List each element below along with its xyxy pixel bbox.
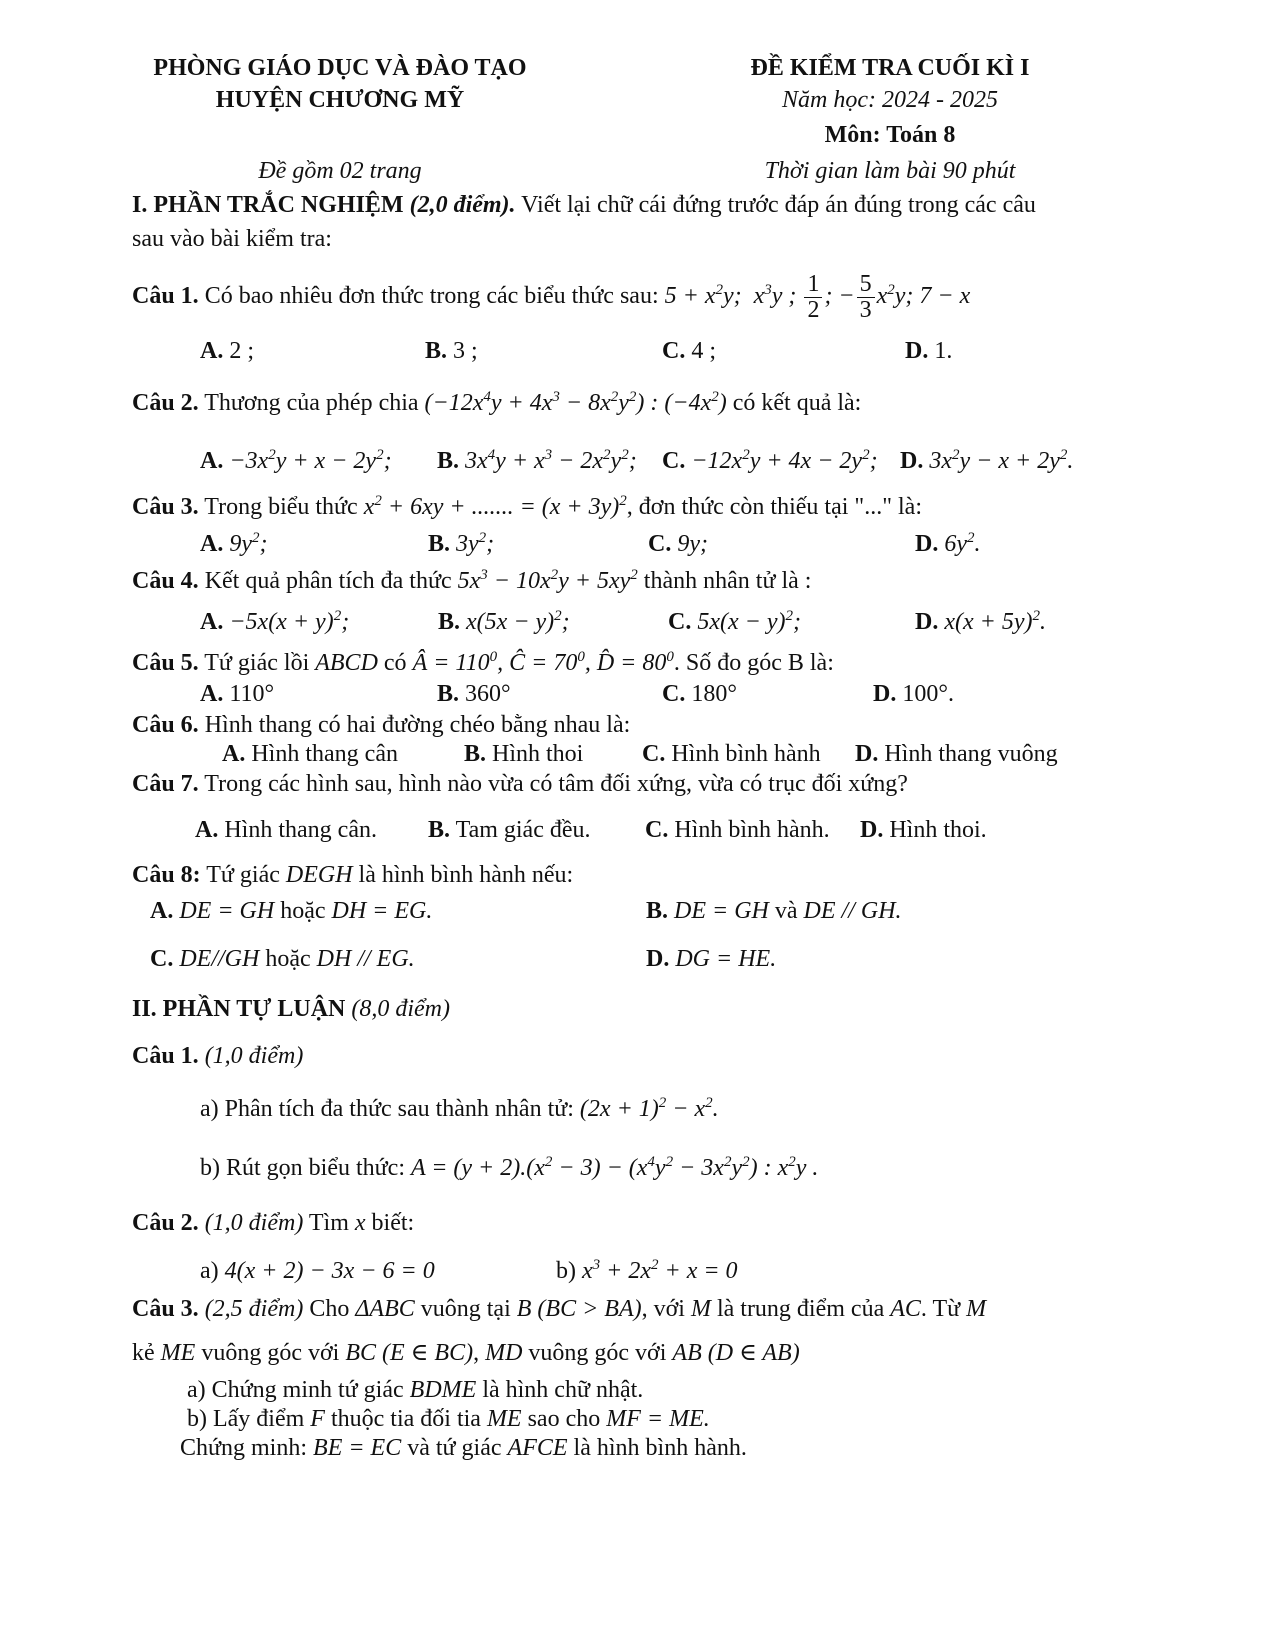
math-expression: $(2x + 1)^2 - x^2$.	[579, 1095, 719, 1122]
option-text: 1.	[934, 338, 953, 364]
option-math: DH // EG.	[316, 946, 415, 972]
option-letter: A.	[222, 741, 246, 767]
question-5: Câu 5. Tứ giác lồi ABCD có Â = $110^0$, Ĉ = $70^0$, D̂ = $80^0$. Số đo góc B là:	[132, 649, 834, 676]
text: là hình bình hành.	[567, 1435, 747, 1461]
q7-option-a[interactable]	[195, 817, 377, 844]
math-angles: Â = $110^0$, Ĉ = $70^0$, D̂ = $80^0$	[412, 649, 674, 676]
option-letter: B.	[425, 338, 448, 364]
math: ME	[486, 1406, 522, 1432]
option-math: $3x^2y - x + 2y^2$.	[929, 447, 1074, 474]
header-department: PHÒNG GIÁO DỤC VÀ ĐÀO TẠO	[153, 55, 527, 81]
math: M	[966, 1296, 987, 1322]
math-expression: $A = (y + 2).(x^2 - 3) - (x^4y^2 - 3x^2y^2)$ : $x^2y$ .	[410, 1154, 819, 1181]
option-letter: A.	[200, 338, 224, 364]
math: BE = EC	[313, 1435, 402, 1461]
math-expression: DEGH	[285, 862, 353, 888]
question-label: Câu 1.	[132, 1043, 199, 1069]
option-math: DE//GH	[179, 946, 260, 972]
q4-option-b[interactable]	[438, 609, 570, 636]
option-letter: A.	[200, 448, 224, 474]
essay-question-3	[132, 1296, 986, 1324]
question-text: Thương của phép chia	[198, 390, 425, 416]
option-text: 110°	[229, 681, 275, 707]
essay-q3-line-2	[132, 1340, 800, 1368]
question-text: Tứ giác lồi	[198, 650, 316, 676]
math: M	[690, 1296, 711, 1322]
question-3	[132, 494, 922, 522]
q2-option-a[interactable]	[200, 448, 392, 475]
question-text: Có bao nhiêu đơn thức trong các biểu thức sau:	[198, 283, 665, 310]
option-letter: A.	[195, 817, 219, 843]
q6-option-a[interactable]	[222, 741, 398, 768]
option-text: 2 ;	[229, 338, 255, 364]
part1-score: (2,0 điểm).	[409, 192, 516, 218]
text: a) Chứng minh tứ giác	[187, 1377, 410, 1403]
option-text: Hình bình hành	[665, 741, 821, 767]
q3-option-a[interactable]	[200, 531, 268, 558]
text: sao cho	[521, 1406, 607, 1432]
header-time-note: Thời gian làm bài 90 phút	[764, 158, 1016, 184]
question-text-after: có kết quả là:	[726, 390, 862, 416]
text: kẻ	[132, 1340, 161, 1366]
question-label: Câu 7.	[132, 771, 199, 797]
question-label: Câu 5.	[132, 650, 199, 676]
question-8	[132, 862, 573, 890]
q1-option-d[interactable]	[905, 338, 952, 365]
option-letter: B.	[428, 531, 451, 557]
option-letter: C.	[662, 681, 686, 707]
math-expression: $5x^3 - 10x^2y + 5xy^2$	[457, 567, 638, 594]
question-1	[132, 272, 970, 323]
option-letter: C.	[668, 609, 692, 635]
question-text: Tứ giác	[200, 862, 286, 888]
text: . Từ	[920, 1296, 967, 1322]
option-math: $-12x^2y + 4x - 2y^2$;	[691, 447, 878, 474]
part2-title-line	[132, 996, 450, 1024]
math-expression: 4(x + 2) − 3x − 6 = 0	[224, 1258, 435, 1284]
part2-score: (8,0 điểm)	[351, 996, 450, 1022]
option-text: Tam giác đều.	[450, 817, 591, 843]
q3-option-c[interactable]	[648, 531, 708, 558]
text: , với	[641, 1296, 691, 1322]
option-math: $3y^2$;	[456, 530, 495, 557]
option-text: 180°	[691, 681, 737, 707]
option-math: $5x(x - y)^2$;	[697, 608, 801, 635]
q3-option-b[interactable]	[428, 531, 494, 558]
essay-question-2	[132, 1210, 414, 1238]
q8-option-a[interactable]	[150, 898, 432, 925]
math-expression: $5 + x^2y$; $x^3y$ ; $\frac{1}{2}$ ; − $\frac{5}{3}$ $x^2y$; 7 − x	[664, 271, 971, 324]
question-text-after: biết:	[365, 1210, 415, 1236]
q7-option-b[interactable]	[428, 817, 591, 844]
q8-option-b[interactable]	[646, 898, 902, 925]
text: là trung điểm của	[710, 1296, 891, 1322]
header-district: HUYỆN CHƯƠNG MỸ	[215, 87, 465, 113]
option-math: $3x^4y + x^3 - 2x^2y^2$;	[465, 447, 637, 474]
header-pages-note: Đề gồm 02 trang	[258, 158, 422, 184]
q8-option-c[interactable]	[150, 946, 415, 973]
option-math: DE = GH	[674, 898, 769, 924]
part1-instruction-1: Viết lại chữ cái đứng trước đáp án đúng trong các câu	[515, 192, 1036, 218]
option-letter: B.	[437, 681, 460, 707]
text: Cho	[303, 1296, 356, 1322]
option-math: DG = HE.	[675, 946, 777, 972]
question-label: Câu 4.	[132, 568, 199, 594]
q6-option-c[interactable]	[642, 741, 821, 768]
essay-q1-part-a	[200, 1096, 719, 1124]
header-subject: Môn: Toán 8	[824, 122, 956, 148]
question-label: Câu 1.	[132, 283, 199, 310]
question-text: Hình thang có hai đường chéo bằng nhau là:	[198, 712, 631, 738]
question-text: Tìm	[303, 1210, 355, 1236]
option-letter: D.	[900, 448, 924, 474]
text: b) Lấy điểm	[187, 1406, 311, 1432]
question-text: Kết quả phân tích đa thức	[198, 568, 458, 594]
q2-option-c[interactable]	[662, 448, 878, 475]
q1-option-a[interactable]	[200, 338, 254, 365]
question-6	[132, 712, 630, 740]
option-text: 360°	[465, 681, 511, 707]
essay-q2-part-a	[200, 1258, 435, 1286]
text: là hình chữ nhật.	[476, 1377, 644, 1403]
option-letter: A.	[200, 531, 224, 557]
text: ,	[473, 1340, 486, 1366]
part1-title-line	[132, 192, 1036, 220]
math: B (BC > BA)	[516, 1296, 642, 1322]
math: ME	[160, 1340, 196, 1366]
option-math: $6y^2$.	[944, 530, 981, 557]
option-letter: C.	[642, 741, 666, 767]
option-text: Hình thang vuông	[878, 741, 1058, 767]
question-text: Trong biểu thức	[198, 494, 364, 520]
option-letter: C.	[645, 817, 669, 843]
essay-q3-part-b-proof	[180, 1435, 747, 1463]
question-score: (1,0 điểm)	[198, 1210, 304, 1236]
option-letter: C.	[150, 946, 174, 972]
option-letter: B.	[464, 741, 487, 767]
option-math: $-3x^2y + x - 2y^2$;	[229, 447, 392, 474]
text: vuông góc với	[522, 1340, 673, 1366]
q5-option-d[interactable]	[873, 681, 954, 708]
question-text-after: thành nhân tử là :	[637, 568, 812, 594]
part2-title: II. PHẦN TỰ LUẬN	[132, 996, 346, 1022]
question-4	[132, 568, 811, 596]
math: AB (D ∈ AB)	[672, 1340, 800, 1366]
q5-option-b[interactable]	[437, 681, 511, 708]
math: F	[310, 1406, 325, 1432]
option-word: và	[774, 898, 798, 924]
header-exam-title: ĐỀ KIỂM TRA CUỐI KÌ I	[750, 55, 1030, 81]
essay-q3-part-a	[187, 1377, 643, 1405]
q4-option-d[interactable]	[915, 609, 1046, 636]
option-letter: D.	[860, 817, 884, 843]
question-label: Câu 3.	[132, 1296, 199, 1322]
option-text: 4 ;	[691, 338, 717, 364]
question-text-after: . Số đo góc B là:	[673, 650, 834, 676]
option-letter: D.	[646, 946, 670, 972]
option-text: 3 ;	[453, 338, 478, 364]
math: MD	[485, 1340, 523, 1366]
option-letter: D.	[873, 681, 897, 707]
q5-option-a[interactable]	[200, 681, 274, 708]
option-math: DE = GH	[179, 898, 275, 924]
question-label: Câu 2.	[132, 390, 199, 416]
q5-option-c[interactable]	[662, 681, 737, 708]
option-text: Hình thoi	[486, 741, 584, 767]
option-letter: A.	[150, 898, 174, 924]
essay-question-1	[132, 1043, 303, 1071]
option-math: DH = EG.	[331, 898, 433, 924]
math: AFCE	[507, 1435, 568, 1461]
option-letter: D.	[905, 338, 929, 364]
question-score: (2,5 điểm)	[198, 1296, 304, 1322]
option-text: Hình thang cân.	[218, 817, 377, 843]
q6-option-b[interactable]	[464, 741, 583, 768]
q8-option-d[interactable]	[646, 946, 776, 973]
option-letter: B.	[428, 817, 451, 843]
q4-option-a[interactable]	[200, 609, 349, 636]
text: vuông góc với	[195, 1340, 346, 1366]
q1-option-c[interactable]	[662, 338, 716, 365]
option-letter: A.	[200, 681, 224, 707]
question-text-after: , đơn thức còn thiếu tại "..." là:	[626, 494, 922, 520]
question-7	[132, 771, 908, 799]
option-word: hoặc	[280, 898, 326, 924]
q2-option-b[interactable]	[437, 448, 637, 475]
option-math: $x(5x - y)^2$;	[466, 608, 570, 635]
option-letter: C.	[662, 338, 686, 364]
math-expression: $x^3 + 2x^2 + x = 0$	[582, 1257, 738, 1284]
question-label: Câu 6.	[132, 712, 199, 738]
option-letter: A.	[200, 609, 224, 635]
math: BDME	[409, 1377, 477, 1403]
part-text: b)	[556, 1258, 582, 1284]
question-text: Trong các hình sau, hình nào vừa có tâm đối xứng, vừa có trục đối xứng?	[198, 771, 908, 797]
question-label: Câu 3.	[132, 494, 199, 520]
text: và tứ giác	[401, 1435, 508, 1461]
option-text: Hình bình hành.	[668, 817, 830, 843]
math: MF = ME.	[606, 1406, 710, 1432]
math: ΔABC	[355, 1296, 415, 1322]
q3-option-d[interactable]	[915, 531, 981, 558]
option-letter: D.	[855, 741, 879, 767]
question-score: (1,0 điểm)	[198, 1043, 304, 1069]
option-letter: B.	[438, 609, 461, 635]
text: thuộc tia đối tia	[324, 1406, 487, 1432]
part-text: a) Phân tích đa thức sau thành nhân tử:	[200, 1096, 580, 1122]
option-math: $-5x(x + y)^2$;	[229, 608, 350, 635]
option-text: Hình thang cân	[245, 741, 398, 767]
header-school-year: Năm học: 2024 - 2025	[782, 87, 998, 113]
part1-instruction-2: sau vào bài kiểm tra:	[132, 226, 332, 252]
option-math: DE // GH.	[803, 898, 902, 924]
option-text: Hình thoi.	[883, 817, 987, 843]
part1-title: I. PHẦN TRẮC NGHIỆM	[132, 192, 404, 218]
math-variable: x	[354, 1210, 366, 1236]
part-text: a)	[200, 1258, 225, 1284]
q7-option-d[interactable]	[860, 817, 987, 844]
math-expression: ABCD	[315, 650, 378, 676]
text: Chứng minh:	[180, 1435, 314, 1461]
question-label: Câu 8:	[132, 862, 201, 888]
option-letter: B.	[646, 898, 669, 924]
option-letter: C.	[648, 531, 672, 557]
text: vuông tại	[414, 1296, 517, 1322]
q2-option-d[interactable]	[900, 448, 1073, 475]
math: AC	[890, 1296, 921, 1322]
essay-q3-part-b	[187, 1406, 710, 1434]
question-text-after: là hình bình hành nếu:	[352, 862, 574, 888]
option-math: $9y^2$;	[229, 530, 268, 557]
essay-q1-part-b	[200, 1155, 818, 1183]
math-expression: $(-12x^4y + 4x^3 - 8x^2y^2)$ : $(-4x^2)$	[424, 389, 727, 416]
math-expression: $x^2 + 6xy$ + ....... = $(x + 3y)^2$	[363, 493, 627, 520]
option-word: hoặc	[265, 946, 311, 972]
q7-option-c[interactable]	[645, 817, 830, 844]
option-letter: D.	[915, 531, 939, 557]
question-label: Câu 2.	[132, 1210, 199, 1236]
option-text: 100°.	[902, 681, 954, 707]
q4-option-c[interactable]	[668, 609, 801, 636]
option-math: 9y;	[677, 531, 708, 557]
part-text: b) Rút gọn biểu thức:	[200, 1155, 411, 1181]
q1-option-b[interactable]	[425, 338, 478, 365]
option-letter: C.	[662, 448, 686, 474]
q6-option-d[interactable]	[855, 741, 1058, 768]
math: BC (E ∈ BC)	[345, 1340, 474, 1366]
option-letter: B.	[437, 448, 460, 474]
essay-q2-part-b	[556, 1258, 738, 1286]
option-math: $x(x + 5y)^2$.	[944, 608, 1046, 635]
option-letter: D.	[915, 609, 939, 635]
question-2	[132, 390, 861, 418]
